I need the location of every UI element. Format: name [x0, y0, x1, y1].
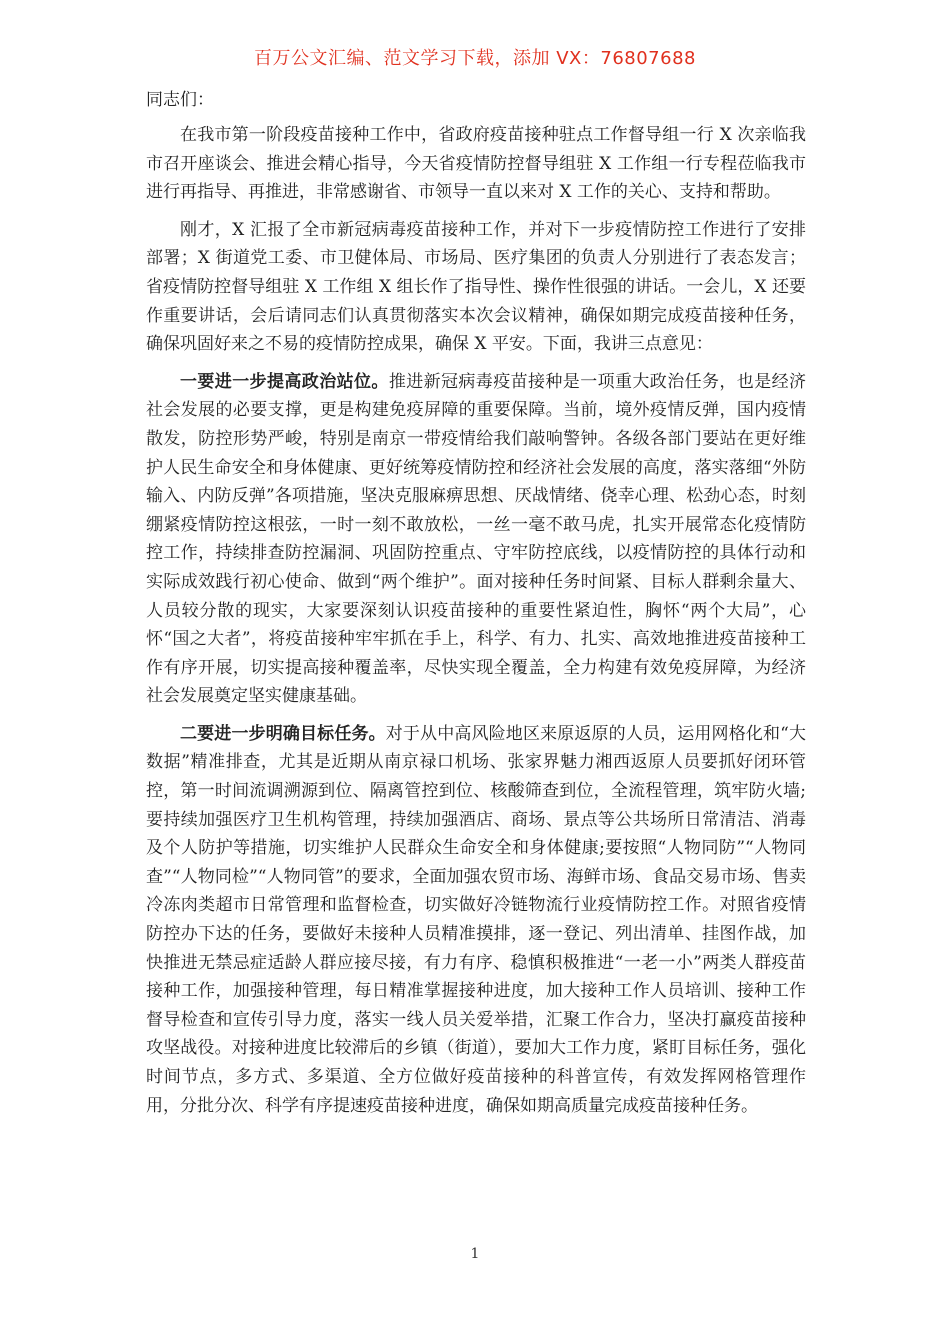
paragraph-point-two: [146, 720, 806, 1120]
paragraph-intro: [146, 121, 806, 207]
paragraph-text: 在我市第一阶段疫苗接种工作中，省政府疫苗接种驻点工作督导组一行 X 次亲临我市召开座谈会、推进会精心指导，今天省疫情防控督导组驻 X 工作组一行专程莅临我市进行再指导、再推进，非常感谢省、市领导一直以来对 X 工作的关心、支持和帮助。: [146, 125, 806, 203]
salutation: 同志们：: [146, 90, 214, 110]
page-number: 1: [470, 1246, 480, 1262]
document-body: [146, 86, 806, 1129]
paragraph-lead: 一要进一步提高政治站位。: [180, 371, 389, 392]
paragraph-point-one: [146, 368, 806, 711]
paragraph-text: 对于从中高风险地区来原返原的人员，运用网格化和“大数据”精准排查，尤其是近期从南京禄口机场、张家界魅力湘西返原人员要抓好闭环管控，第一时间流调溯源到位、隔离管控到位、核酸筛查到位，全流程管理，筑牢防火墙;要持续加强医疗卫生机构管理，持续加强酒店、商场、景点等公共场所日常清洁、消毒及个人防护等措施，切实维护人民群众生命安全和身体健康;要按照“人物同防”“人物同查”“人物同检”“人物同管”的要求，全面加强农贸市场、海鲜市场、食品交易市场、售卖冷冻肉类超市日常管理和监督检查，切实做好冷链物流行业疫情防控工作。对照省疫情防控办下达的任务，要做好未接种人员精准摸排，逐一登记、列出清单、挂图作战，加快推进无禁忌症适龄人群应接尽接，有力有序、稳慎积极推进“一老一小”两类人群疫苗接种工作，加强接种管理，每日精准掌握接种进度，加大接种工作人员培训、接种工作督导检查和宣传引导力度，落实一线人员关爱举措，汇聚工作合力，坚决打赢疫苗接种攻坚战役。对接种进度比较滞后的乡镇（街道），要加大工作力度，紧盯目标任务，强化时间节点，多方式、多渠道、全方位做好疫苗接种的科普宣传，有效发挥网格管理作用，分批分次、科学有序提速疫苗接种进度，确保如期高质量完成疫苗接种任务。: [146, 723, 806, 1116]
paragraph-lead: 二要进一步明确目标任务。: [180, 723, 386, 744]
paragraph-summary: [146, 216, 806, 359]
paragraph-text: 推进新冠病毒疫苗接种是一项重大政治任务，也是经济社会发展的必要支撑，更是构建免疫屏障的重要保障。当前，境外疫情反弹，国内疫情散发，防控形势严峻，特别是南京一带疫情给我们敲响警钟。各级各部门要站在更好维护人民生命安全和身体健康、更好统筹疫情防控和经济社会发展的高度，落实落细“外防输入、内防反弹”各项措施，坚决克服麻痹思想、厌战情绪、侥幸心理、松劲心态，时刻绷紧疫情防控这根弦，一时一刻不敢放松，一丝一毫不敢马虎，扎实开展常态化疫情防控工作，持续排查防控漏洞、巩固防控重点、守牢防控底线，以疫情防控的具体行动和实际成效践行初心使命、做到“两个维护”。面对接种任务时间紧、目标人群剩余量大、人员较分散的现实，大家要深刻认识疫苗接种的重要性紧迫性，胸怀“两个大局”，心怀“国之大者”，将疫苗接种牢牢抓在手上，科学、有力、扎实、高效地推进疫苗接种工作有序开展，切实提高接种覆盖率，尽快实现全覆盖，全力构建有效免疫屏障，为经济社会发展奠定坚实健康基础。: [146, 371, 807, 707]
header-banner: 百万公文汇编、范文学习下载，添加 VX：76807688: [254, 48, 696, 69]
paragraph-text: 刚才，X 汇报了全市新冠病毒疫苗接种工作，并对下一步疫情防控工作进行了安排部署；X 街道党工委、市卫健体局、市场局、医疗集团的负责人分别进行了表态发言；省疫情防控督导组驻 X 工作组 X 组长作了指导性、操作性很强的讲话。一会儿，X 还要作重要讲话，会后请同志们认真贯彻落实本次会议精神，确保如期完成疫苗接种任务，确保巩固好来之不易的疫情防控成果，确保 X 平安。下面，我讲三点意见：: [146, 219, 806, 355]
